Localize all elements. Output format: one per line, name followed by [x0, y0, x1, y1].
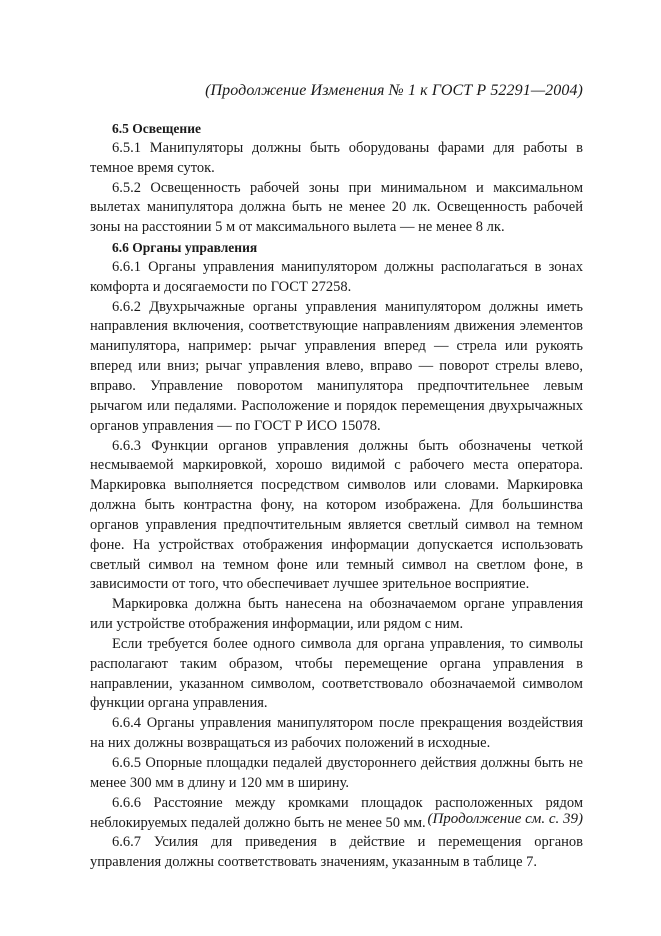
paragraph: 6.6.4 Органы управления манипулятором после прекращения воздействия на них должны возвращаться из рабочих положений в исходные.	[90, 715, 583, 752]
paragraph: 6.6.1 Органы управления манипулятором должны располагаться в зонах комфорта и досягаемости по ГОСТ 27258.	[90, 258, 583, 295]
paragraph: 6.6.6 Расстояние между кромками площадок расположенных рядом неблокируемых педалей должно быть не менее 50 мм.	[90, 794, 583, 831]
paragraph: 6.5.2 Освещенность рабочей зоны при минимальном и максимальном вылетах манипулятора должна быть не менее 20 лк. Освещенность рабочей зоны на расстоянии 5 м от максимального вылета — не менее 8 лк.	[90, 179, 583, 236]
section-heading: 6.6 Органы управления	[112, 240, 258, 256]
paragraph: 6.6.2 Двухрычажные органы управления манипулятором должны иметь направления включения, соответствующие направлениям движения элементов манипулятора, например: рычаг управления вперед — стрела или рукоять вперед или вниз; рычаг управления влево, вправо — поворот стрелы влево, вправо. Управление поворотом манипулятора предпочтительнее левым рычагом или педалями. Расположение и порядок перемещения двухрычажных органов управления — по ГОСТ Р ИСО 15078.	[90, 298, 583, 434]
paragraph: 6.6.5 Опорные площадки педалей двустороннего действия должны быть не менее 300 мм в длину и 120 мм в ширину.	[90, 755, 583, 791]
paragraph: Маркировка должна быть нанесена на обозначаемом органе управления или устройстве отображения информации, или рядом с ним.	[90, 596, 583, 633]
paragraph: 6.6.7 Усилия для приведения в действие и перемещения органов управления должны соответствовать значениям, указанным в таблице 7.	[90, 834, 583, 871]
page-footer: (Продолжение см. с. 39)	[427, 811, 583, 827]
document-body	[90, 119, 583, 873]
paragraph: Если требуется более одного символа для органа управления, то символы располагают таким образом, чтобы перемещение органа управления в направлении, указанном символом, соответствовало обозначаемой символом функции органа управления.	[90, 635, 583, 712]
paragraph: 6.5.1 Манипуляторы должны быть оборудованы фарами для работы в темное время суток.	[90, 139, 583, 176]
page-header: (Продолжение Изменения № 1 к ГОСТ Р 52291—2004)	[205, 82, 583, 99]
section-heading: 6.5 Освещение	[112, 121, 201, 136]
paragraph: 6.6.3 Функции органов управления должны быть обозначены четкой несмываемой маркировкой, хорошо видимой с рабочего места оператора. Маркировка выполняется посредством символов или словами. Маркировка должна быть контрастна фону, на котором изображена. Для большинства органов управления предпочтительным является светлый символ на темном фоне. На устройствах отображения информации допускается использовать светлый символ на темном фоне или темный символ на светлом фоне, в зависимости от того, что обеспечивает лучшее зрительное восприятие.	[90, 437, 583, 593]
